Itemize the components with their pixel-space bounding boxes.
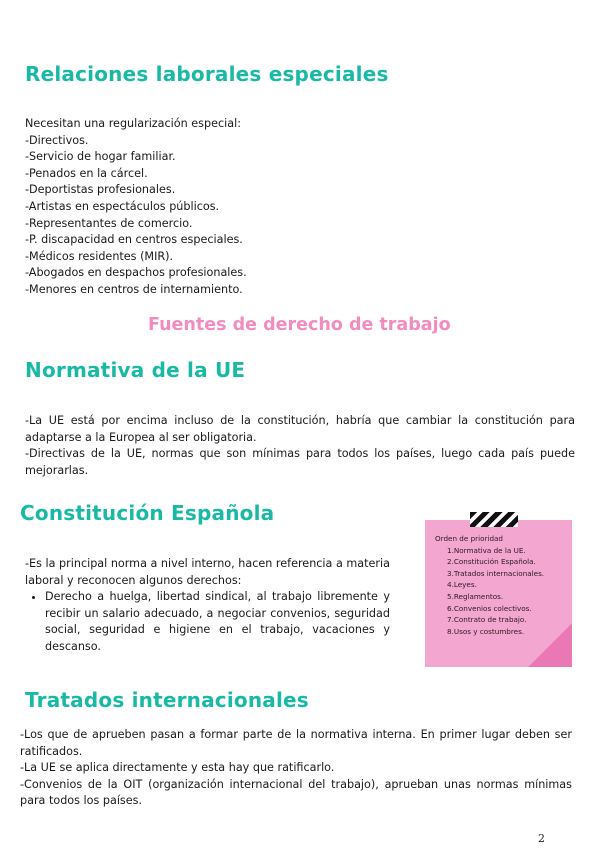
list-item: 2.Constitución Española. xyxy=(447,557,536,567)
list-item: -Deportistas profesionales. xyxy=(25,183,176,197)
paragraph: -La UE está por encima incluso de la constitución, habría que cambiar la constitución para adaptarse a la Europea al ser obligatoria. xyxy=(25,414,575,444)
sticky-note-title: Orden de prioridad xyxy=(435,534,503,543)
section-title-normativa-ue: Normativa de la UE xyxy=(25,358,246,382)
list-item: 3.Tratados internacionales. xyxy=(447,568,545,578)
list-item: -Servicio de hogar familiar. xyxy=(25,150,176,164)
relaciones-block xyxy=(25,116,325,299)
paragraph: -Convenios de la OIT (organización internacional del trabajo), aprueban unas normas mínimas para todos los países. xyxy=(20,777,572,808)
section-title-constitucion: Constitución Española xyxy=(20,501,275,525)
section-title-relaciones: Relaciones laborales especiales xyxy=(25,62,389,86)
list-item: 4.Leyes. xyxy=(447,580,477,590)
list-item: -Abogados en despachos profesionales. xyxy=(25,266,247,280)
list-item: -Penados en la cárcel. xyxy=(25,166,148,180)
list-item: 1.Normativa de la UE. xyxy=(447,545,526,555)
list-item: -Directivos. xyxy=(25,133,89,147)
tratados-block xyxy=(20,727,572,810)
list-item: -Representantes de comercio. xyxy=(25,216,193,230)
list-item: -Médicos residentes (MIR). xyxy=(25,249,174,263)
page-number: 2 xyxy=(538,832,545,845)
list-item: 6.Convenios colectivos. xyxy=(447,603,532,613)
normativa-ue-block xyxy=(25,413,575,479)
section-title-fuentes: Fuentes de derecho de trabajo xyxy=(148,315,451,335)
paragraph: -Es la principal norma a nivel interno, hacen referencia a materia laboral y reconocen algunos derechos: xyxy=(25,557,390,587)
paragraph: -La UE se aplica directamente y esta hay que ratificarlo. xyxy=(20,761,335,775)
paragraph: -Los que de aprueben pasan a formar parte de la normativa interna. En primer lugar deben ser ratificados. xyxy=(20,728,572,758)
list-item: -Artistas en espectáculos públicos. xyxy=(25,199,220,213)
relaciones-intro: Necesitan una regularización especial: xyxy=(25,117,241,130)
list-item: • Derecho a huelga, libertad sindical, al trabajo libremente y recibir un salario adecuado, a negociar convenios, seguridad social, seguridad e higiene en el trabajo, vacaciones y descanso. xyxy=(45,589,390,655)
section-title-tratados: Tratados internacionales xyxy=(25,688,309,712)
washi-tape-icon xyxy=(470,512,518,527)
sticky-note-content xyxy=(435,533,565,637)
constitucion-bullets xyxy=(25,589,390,655)
list-item: 8.Usos y costumbres. xyxy=(447,626,525,636)
relaciones-list xyxy=(25,133,325,299)
priority-list xyxy=(435,545,565,638)
paragraph: -Directivas de la UE, normas que son mínimas para todos los países, luego cada país puede mejorarlas. xyxy=(25,447,575,477)
list-item: -P. discapacidad en centros especiales. xyxy=(25,233,243,247)
list-item: 5.Reglamentos. xyxy=(447,591,504,601)
list-item: -Menores en centros de internamiento. xyxy=(25,282,243,296)
constitucion-block xyxy=(25,556,390,656)
list-item: 7.Contrato de trabajo. xyxy=(447,615,527,625)
